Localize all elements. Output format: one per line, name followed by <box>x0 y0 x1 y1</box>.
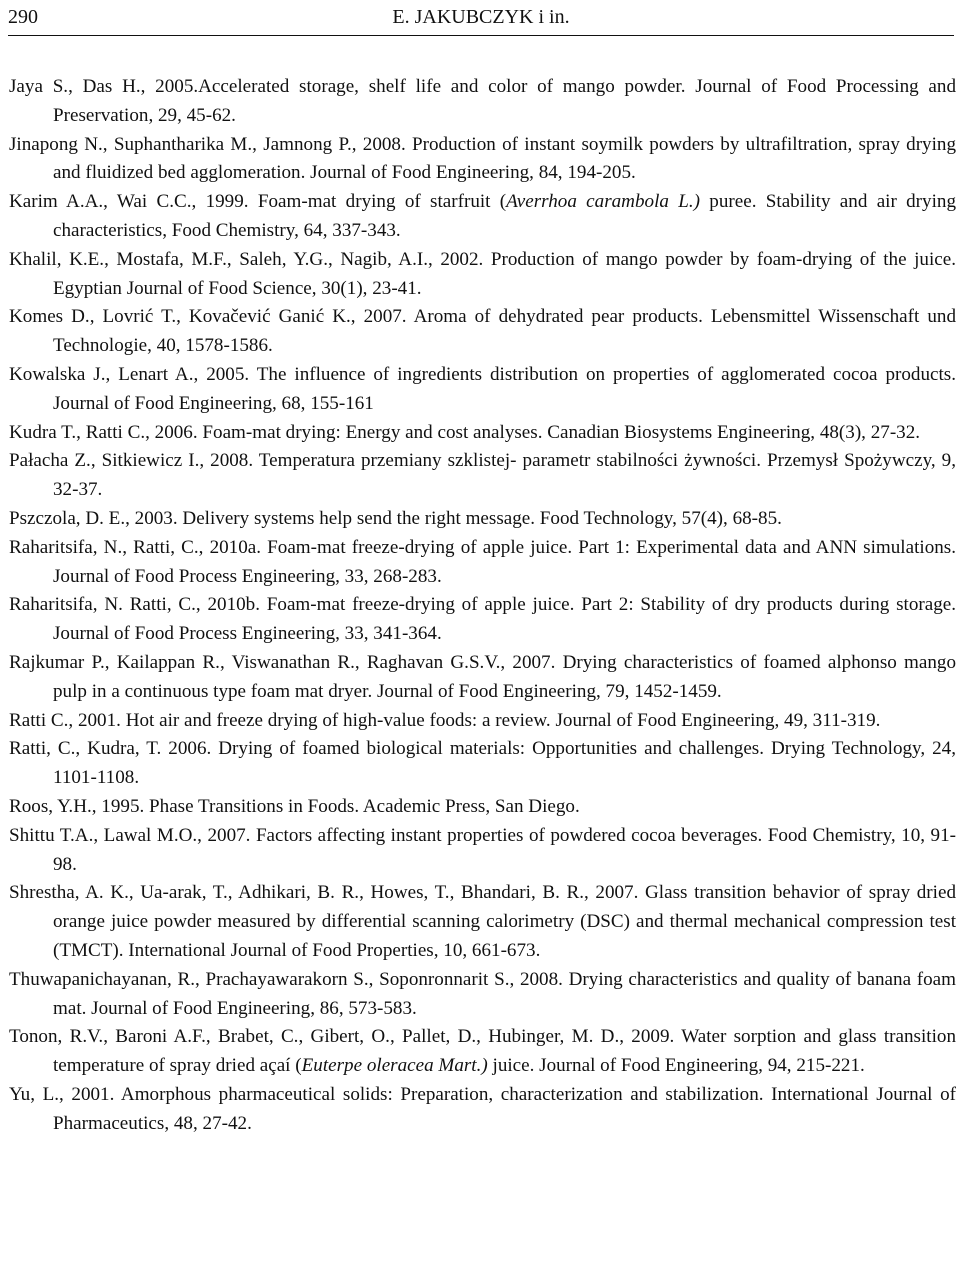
reference-item: Shittu T.A., Lawal M.O., 2007. Factors affecting instant properties of powdered cocoa beverages. Food Chemistry, 10, 91-98. <box>9 824 956 875</box>
species-name: Averrhoa carambola L.) <box>506 191 700 213</box>
reference-text: Karim A.A., Wai C.C., 1999. Foam-mat drying of starfruit ( <box>9 191 507 213</box>
reference-item: Pałacha Z., Sitkiewicz I., 2008. Temperatura przemiany szklistej- parametr stabilności żywności. Przemysł Spożywczy, 9, 32-37. <box>9 450 956 501</box>
reference-item: Ratti, C., Kudra, T. 2006. Drying of foamed biological materials: Opportunities and challenges. Drying Technology, 24, 1101-1108. <box>9 738 956 789</box>
running-head: E. JAKUBCZYK i in. <box>392 6 570 28</box>
reference-item: Raharitsifa, N., Ratti, C., 2010a. Foam-mat freeze-drying of apple juice. Part 1: Experimental data and ANN simulations. Journal of Food Process Engineering, 33, 268-283. <box>9 536 956 587</box>
reference-item: Raharitsifa, N. Ratti, C., 2010b. Foam-mat freeze-drying of apple juice. Part 2: Stability of dry products during storage. Journal of Food Process Engineering, 33, 341-364. <box>9 594 956 645</box>
species-name: Euterpe oleracea Mart.) <box>301 1055 488 1077</box>
reference-list <box>9 73 956 1138</box>
page-number: 290 <box>8 6 38 28</box>
reference-item: Kowalska J., Lenart A., 2005. The influence of ingredients distribution on properties of agglomerated cocoa products. Journal of Food Engineering, 68, 155-161 <box>9 363 956 414</box>
header-rule <box>8 35 954 36</box>
reference-item <box>9 188 956 246</box>
reference-item: Rajkumar P., Kailappan R., Viswanathan R., Raghavan G.S.V., 2007. Drying characteristics of foamed alphonso mango pulp in a continuous type foam mat dryer. Journal of Food Engineering, 79, 1452-1459. <box>9 651 956 702</box>
reference-item: Roos, Y.H., 1995. Phase Transitions in Foods. Academic Press, San Diego. <box>9 795 580 817</box>
page-header <box>8 0 954 34</box>
reference-item: Pszczola, D. E., 2003. Delivery systems help send the right message. Food Technology, 57(4), 68-85. <box>9 507 782 529</box>
reference-text: Tonon, R.V., Baroni A.F., Brabet, C., Gibert, O., Pallet, D., Hubinger, M. D., 2009. Water sorption and glass transition temperature of spray dried açaí ( <box>9 1026 956 1077</box>
reference-item: Kudra T., Ratti C., 2006. Foam-mat drying: Energy and cost analyses. Canadian Biosystems Engineering, 48(3), 27-32. <box>9 421 921 443</box>
reference-item: Ratti C., 2001. Hot air and freeze drying of high-value foods: a review. Journal of Food Engineering, 49, 311-319. <box>9 709 881 731</box>
reference-item: Shrestha, A. K., Ua-arak, T., Adhikari, B. R., Howes, T., Bhandari, B. R., 2007. Glass transition behavior of spray dried orange juice powder measured by differential scanning calorimetry (DSC) and thermal mechanical compression test (TMCT). International Journal of Food Properties, 10, 661-673. <box>9 882 956 961</box>
reference-item: Yu, L., 2001. Amorphous pharmaceutical solids: Preparation, characterization and stabilization. International Journal of Pharmaceutics, 48, 27-42. <box>9 1083 956 1134</box>
reference-item: Jinapong N., Suphantharika M., Jamnong P., 2008. Production of instant soymilk powders by ultrafiltration, spray drying and fluidized bed agglomeration. Journal of Food Engineering, 84, 194-205. <box>9 133 956 184</box>
reference-item: Komes D., Lovrić T., Kovačević Ganić K., 2007. Aroma of dehydrated pear products. Lebensmittel Wissenschaft und Technologie, 40, 1578-1586. <box>9 306 956 357</box>
reference-text: puree. Stability and air drying characteristics, Food Chemistry, 64, 337-343. <box>53 191 956 241</box>
reference-item: Khalil, K.E., Mostafa, M.F., Saleh, Y.G., Nagib, A.I., 2002. Production of mango powder by foam-drying of the juice. Egyptian Journal of Food Science, 30(1), 23-41. <box>9 248 956 299</box>
reference-item: Jaya S., Das H., 2005.Accelerated storage, shelf life and color of mango powder. Journal of Food Processing and Preservation, 29, 45-62. <box>9 76 956 126</box>
reference-text: juice. Journal of Food Engineering, 94, 215-221. <box>487 1055 865 1077</box>
reference-item <box>9 1023 956 1081</box>
reference-item: Thuwapanichayanan, R., Prachayawarakorn S., Soponronnarit S., 2008. Drying characteristics and quality of banana foam mat. Journal of Food Engineering, 86, 573-583. <box>9 968 956 1019</box>
